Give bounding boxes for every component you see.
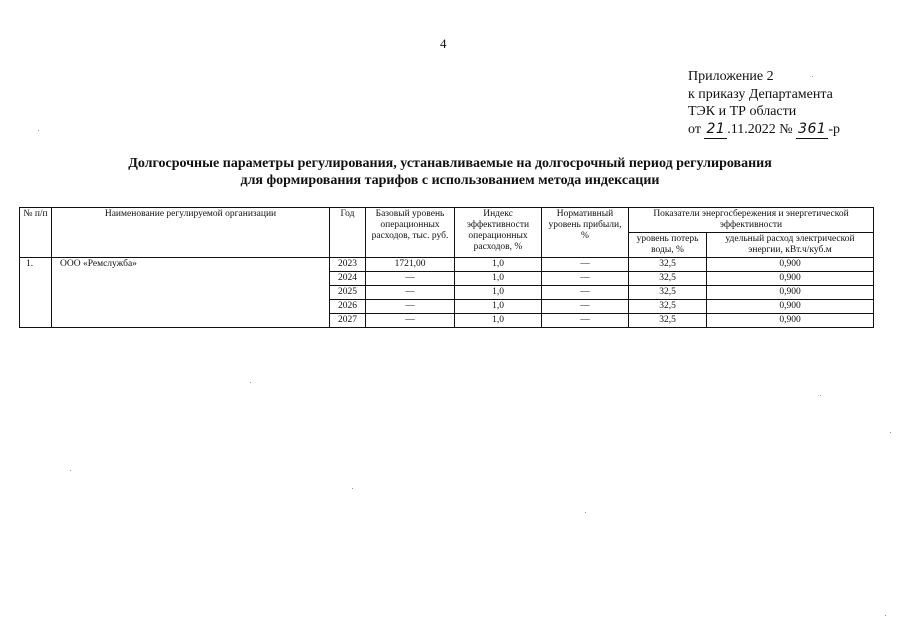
handwritten-order-number: 361 bbox=[796, 121, 828, 140]
scan-speck bbox=[250, 382, 251, 383]
profit-cell: — bbox=[542, 300, 629, 314]
header-org: Наименование регулируемой организации bbox=[52, 208, 330, 258]
scan-speck bbox=[352, 488, 353, 489]
title-line-2: для формирования тарифов с использованием метода индексации bbox=[240, 173, 660, 188]
index-cell: 1,0 bbox=[455, 286, 542, 300]
page-number: 4 bbox=[440, 36, 447, 51]
header-num: № п/п bbox=[20, 208, 52, 258]
appendix-block bbox=[688, 68, 840, 139]
table-row bbox=[20, 258, 874, 272]
document-title bbox=[30, 155, 870, 189]
scan-speck bbox=[820, 395, 821, 396]
title-line-1: Долгосрочные параметры регулирования, устанавливаемые на долгосрочный период регулирования bbox=[128, 156, 772, 171]
loss-cell: 32,5 bbox=[629, 314, 707, 328]
organization-name: ООО «Ремслужба» bbox=[52, 258, 330, 328]
base-cell: — bbox=[366, 286, 455, 300]
order-suffix: -р bbox=[828, 121, 841, 137]
scan-speck bbox=[585, 512, 586, 513]
header-efficiency-index: Индекс эффективности операционных расходов, % bbox=[455, 208, 542, 258]
appendix-line-3: ТЭК и ТР области bbox=[688, 104, 797, 119]
loss-cell: 32,5 bbox=[629, 300, 707, 314]
header-water-loss: уровень потерь воды, % bbox=[629, 233, 707, 258]
header-base-opex: Базовый уровень операционных расходов, тыс. руб. bbox=[366, 208, 455, 258]
row-number: 1. bbox=[20, 258, 52, 328]
appendix-date-line bbox=[688, 121, 840, 140]
date-prefix: от bbox=[688, 121, 705, 137]
index-cell: 1,0 bbox=[455, 300, 542, 314]
year-cell: 2026 bbox=[330, 300, 366, 314]
handwritten-day: 21 bbox=[704, 121, 727, 140]
header-specific-consumption: удельный расход электрической энергии, кВт.ч/куб.м bbox=[707, 233, 874, 258]
index-cell: 1,0 bbox=[455, 258, 542, 272]
parameters-table bbox=[19, 207, 874, 328]
year-cell: 2025 bbox=[330, 286, 366, 300]
spec-cell: 0,900 bbox=[707, 314, 874, 328]
date-rest: .11.2022 № bbox=[727, 121, 797, 137]
scan-speck bbox=[38, 130, 39, 131]
header-energy-indicators: Показатели энергосбережения и энергетической эффективности bbox=[629, 208, 874, 233]
spec-cell: 0,900 bbox=[707, 300, 874, 314]
scan-speck bbox=[812, 76, 813, 77]
loss-cell: 32,5 bbox=[629, 272, 707, 286]
base-cell: — bbox=[366, 300, 455, 314]
scan-speck bbox=[885, 615, 886, 616]
header-year: Год bbox=[330, 208, 366, 258]
profit-cell: — bbox=[542, 272, 629, 286]
loss-cell: 32,5 bbox=[629, 286, 707, 300]
index-cell: 1,0 bbox=[455, 314, 542, 328]
spec-cell: 0,900 bbox=[707, 258, 874, 272]
appendix-line-1: Приложение 2 bbox=[688, 69, 774, 84]
index-cell: 1,0 bbox=[455, 272, 542, 286]
header-profit-level: Нормативный уровень прибыли, % bbox=[542, 208, 629, 258]
base-cell: — bbox=[366, 314, 455, 328]
base-cell: 1721,00 bbox=[366, 258, 455, 272]
spec-cell: 0,900 bbox=[707, 272, 874, 286]
year-cell: 2027 bbox=[330, 314, 366, 328]
base-cell: — bbox=[366, 272, 455, 286]
loss-cell: 32,5 bbox=[629, 258, 707, 272]
profit-cell: — bbox=[542, 286, 629, 300]
year-cell: 2023 bbox=[330, 258, 366, 272]
appendix-line-2: к приказу Департамента bbox=[688, 86, 833, 102]
spec-cell: 0,900 bbox=[707, 286, 874, 300]
profit-cell: — bbox=[542, 258, 629, 272]
scan-speck bbox=[890, 432, 891, 433]
year-cell: 2024 bbox=[330, 272, 366, 286]
profit-cell: — bbox=[542, 314, 629, 328]
header-row-1 bbox=[20, 208, 874, 233]
scan-speck bbox=[70, 470, 71, 471]
